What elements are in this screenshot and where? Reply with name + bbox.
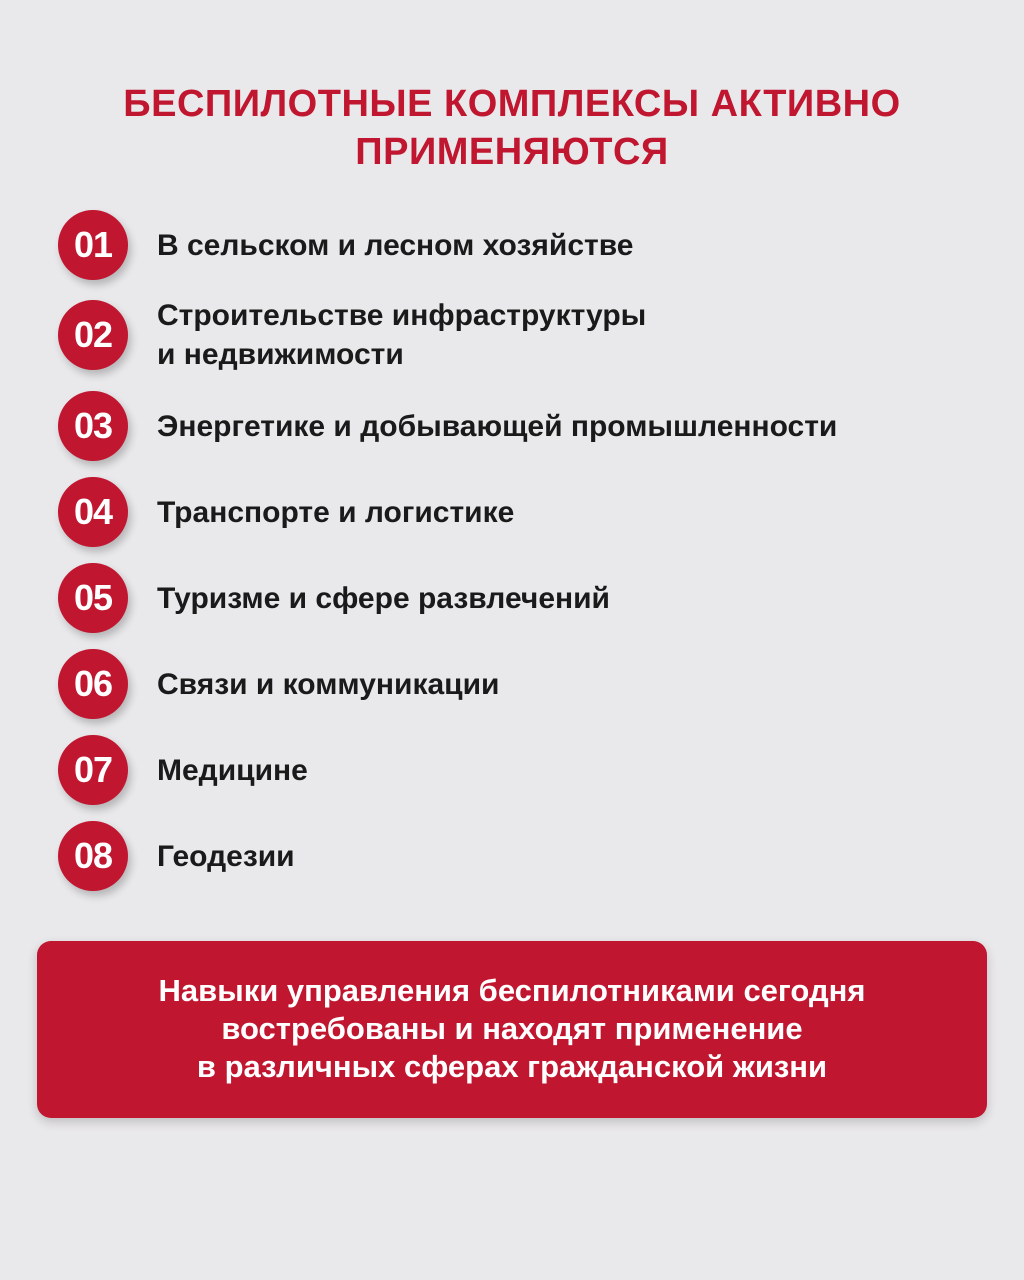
list-item-label (157, 751, 308, 790)
page-title (0, 80, 1024, 176)
number-badge: 04 (58, 477, 128, 547)
list-item (58, 821, 998, 891)
list-item (58, 477, 998, 547)
page-title-line-1: БЕСПИЛОТНЫЕ КОМПЛЕКСЫ АКТИВНО (123, 83, 901, 125)
list-item (58, 300, 998, 370)
list-item-label-line: Транспорте и логистике (157, 496, 515, 529)
list-item-label-line: Энергетике и добывающей промышленности (157, 410, 838, 443)
number-badge: 06 (58, 649, 128, 719)
list-item-label-line: Строительстве инфраструктуры (157, 299, 647, 332)
list-item (58, 563, 998, 633)
page-title-line-2: ПРИМЕНЯЮТСЯ (355, 131, 669, 173)
list-item-label (157, 493, 514, 532)
list-item (58, 391, 998, 461)
list-item-label (157, 579, 610, 618)
number-badge: 07 (58, 735, 128, 805)
list-item-label (157, 296, 646, 374)
list-item-label (157, 665, 500, 704)
list-item-label-line: и недвижимости (157, 338, 404, 371)
list-item-label-line: Связи и коммуникации (157, 668, 500, 701)
list-item (58, 649, 998, 719)
footer-line-1: Навыки управления беспилотниками сегодня (158, 973, 866, 1008)
number-badge: 01 (58, 210, 128, 280)
list-item-label (157, 407, 837, 446)
number-badge: 02 (58, 300, 128, 370)
list-item (58, 210, 998, 280)
list-item (58, 735, 998, 805)
footer-text (37, 972, 987, 1086)
list-item-label (157, 226, 633, 265)
number-badge: 05 (58, 563, 128, 633)
number-badge: 08 (58, 821, 128, 891)
footer-banner (37, 941, 987, 1118)
list-item-label-line: Туризме и сфере развлечений (157, 582, 611, 615)
list-item-label-line: В сельском и лесном хозяйстве (157, 229, 634, 262)
footer-line-3: в различных сферах гражданской жизни (196, 1049, 828, 1084)
footer-line-2: востребованы и находят применение (221, 1011, 803, 1046)
list-item-label-line: Медицине (157, 754, 308, 787)
list-item-label (157, 837, 295, 876)
list-item-label-line: Геодезии (157, 840, 295, 873)
number-badge: 03 (58, 391, 128, 461)
